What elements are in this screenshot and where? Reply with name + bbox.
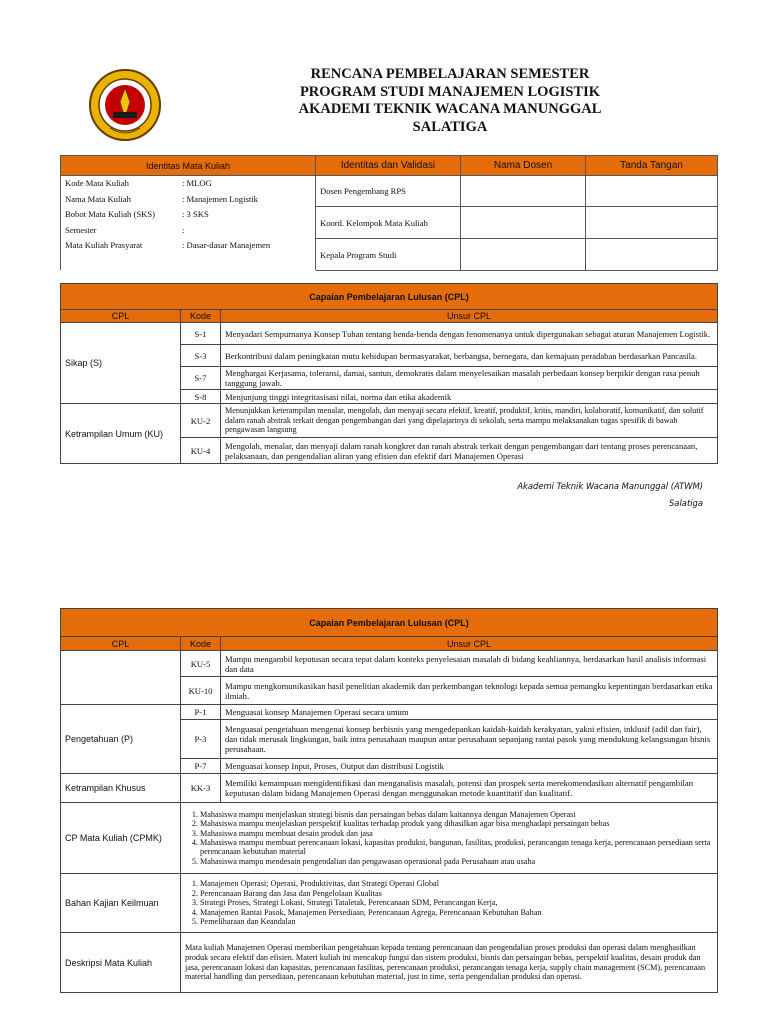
bahan-item: 4. Manajemen Rantai Pasok, Manajemen Persediaan, Perencanaan Agrega, Perencanaan Kebutuhan Bahan (200, 908, 713, 917)
bahan-list-cell (181, 874, 718, 933)
field-prasyarat (65, 238, 311, 254)
identitas-table (60, 155, 718, 271)
nama-dosen-cell (461, 239, 586, 271)
title-line: AKADEMI TEKNIK WACANA MANUNGGAL (298, 101, 602, 117)
deskripsi-label: Deskripsi Mata Kuliah (61, 933, 181, 993)
deskripsi-text: Mata kuliah Manajemen Operasi memberikan pengetahuan kepada tentang perencanaan dan pengendalian proses produksi dan operasi dalam menghasilkan produk secara efektif dan efisien. Materi kuliah ini mencakup fungsi dan sistem produksi, bisnis dan persaingan bebas, perspektif kualitas, desain produk dan jasa, perencanaan lokasi dan kapasitas, perencanaan fasilitas, perencanaan produksi, perancangan tenaga kerja, supply chain management (SCM), perencanaan material handling dan persediaan, perencanaan kebutuhan material, just in time, serta pengendalian produksi dan operasi. (181, 933, 718, 993)
tanda-tangan-cell (586, 176, 718, 207)
cpl-kode: P-3 (181, 720, 221, 759)
nama-dosen-cell (461, 207, 586, 239)
field-semester (65, 223, 311, 239)
cpl-kode: P-1 (181, 705, 221, 720)
group-ku-continued (61, 651, 181, 705)
validasi-kaprodi: Kepala Program Studi (316, 239, 461, 271)
tanda-tangan-cell (586, 239, 718, 271)
cpl-kode: S-7 (181, 367, 221, 390)
cpmk-list (185, 810, 713, 866)
cpl-kode: P-7 (181, 759, 221, 774)
institution-logo (88, 68, 162, 142)
validasi-koordinator: Koord. Kelompok Mata Kuliah (316, 207, 461, 239)
cpl-unsur: Menyadari Sempurnanya Konsep Tuhan tentang benda-benda dengan fenomenanya untuk dipergunakan sebagai aturan Manajemen Logistik. (221, 323, 718, 345)
cpmk-item: 3. Mahasiswa mampu membuat desain produk dan jasa (200, 829, 713, 838)
cpmk-item: 1. Mahasiswa mampu menjelaskan strategi bisnis dan persaingan bebas dalam kaitannya dengan Manajemen Operasi (200, 810, 713, 819)
cpl-unsur: Berkontribusi dalam peningkatan mutu kehidupan bermasyarakat, berbangsa, bernegara, dan kemajuan peradaban berdasarkan Pancasila. (221, 345, 718, 367)
seal-icon (88, 68, 162, 142)
cpl-title: Capaian Pembelajaran Lulusan (CPL) (61, 609, 718, 637)
col-unsur: Unsur CPL (221, 310, 718, 323)
cpl-unsur: Menguasai konsep Manajemen Operasi secara umum (221, 705, 718, 720)
group-ku: Ketrampilan Umum (KU) (61, 404, 181, 464)
bahan-list (185, 879, 713, 926)
field-value: : (182, 224, 185, 235)
field-value: : MLOG (182, 178, 212, 188)
group-pengetahuan: Pengetahuan (P) (61, 705, 181, 774)
field-key: Bobot Mata Kuliah (SKS) (65, 209, 155, 219)
field-value: : Dasar-dasar Manajemen (182, 240, 271, 250)
cpl-kode: S-8 (181, 390, 221, 404)
cpmk-item: 4. Mahasiswa mampu membuat perencanaan lokasi, kapasitas produksi, bangunan, fasilitas, produksi, perancangan tenaga kerja, perencanaan persediaan serta perencanaan kebutuhan material (200, 838, 713, 857)
bahan-item: 1. Manajemen Operasi; Operasi, Produktivitas, dan Strategi Operasi Global (200, 879, 713, 888)
title-line: RENCANA PEMBELAJARAN SEMESTER (310, 66, 590, 82)
col-unsur: Unsur CPL (221, 637, 718, 651)
field-key: Semester (65, 224, 97, 235)
cpl-kode: KU-10 (181, 677, 221, 705)
identitas-validasi-header: Identitas dan Validasi (316, 156, 461, 176)
cpl-unsur: Menguasai pengetahuan mengenai konsep berbisnis yang mengedepankan kaidah-kaidah kerakyatan, yakni efisien, inklusif (adil dan fair), dan tidak merusak lingkungan, baik intra perusahaan maupun antar perusahaan sepanjang rantai pasok yang mendukung kelangsungan bisnis perusahaan. (221, 720, 718, 759)
col-cpl: CPL (61, 637, 181, 651)
group-kk: Ketrampilan Khusus (61, 774, 181, 803)
identitas-mk-header: Identitas Mata Kuliah (61, 156, 316, 176)
cpl-unsur: Mengolah, menalar, dan menyaji dalam ranah kongkret dan ranah abstrak terkait dengan pengembangan dari tentang proses perencanaan, pelaksanaan, dan pengendalian aliran yang efisien dan efektif dari Manajemen Operasi (221, 438, 718, 464)
bahan-item: 3. Strategi Proses, Strategi Lokasi, Strategi Tataletak, Perencanaan SDM, Perancangan Kerja, (200, 898, 713, 907)
cpl-unsur: Mampu mengkomunikasikan hasil penelitian akademik dan perkembangan teknologi kepada semua pemangku kepentingan berdasarkan etika ilmiah. (221, 677, 718, 705)
field-value: : 3 SKS (182, 209, 209, 219)
tanda-tangan-header: Tanda Tangan (586, 156, 718, 176)
cpmk-item: 2. Mahasiswa mampu menjelaskan perspektif kualitas terhadap produk yang dihasilkan agar bisa menghadapi persaingan bebas (200, 819, 713, 828)
nama-dosen-header: Nama Dosen (461, 156, 586, 176)
bahan-item: 5. Pemeliharaan dan Keandalan (200, 917, 713, 926)
cpl-unsur: Menghargai Kerjasama, toleransi, damai, santun, demokratis dalam menyelesaikan masalah perbedaan konsep berpikir dengan rasa penuh tanggung jawab. (221, 367, 718, 390)
cpmk-list-cell (181, 803, 718, 874)
cpl-unsur: Menunjukkan keterampilan menalar, mengolah, dan menyaji secara efektif, kreatif, produktif, kritis, mandiri, kolaboratif, komunikatif, dan solutif dalam ranah abstrak terkait dengan pengembangan dari yang dipelajarinya di sekolah, serta mampu melaksanakan tugas spesifik di bawah pengawasan langsung (221, 404, 718, 438)
cpl-title: Capaian Pembelajaran Lulusan (CPL) (61, 284, 718, 310)
validasi-dosen-pengembang: Dosen Pengembang RPS (316, 176, 461, 207)
cpl-kode: KU-2 (181, 404, 221, 438)
signature-institution: Akademi Teknik Wacana Manunggal (ATWM) (517, 481, 703, 491)
cpl-unsur: Menjunjung tinggi integritasisasi nilai, norma dan etika akademik (221, 390, 718, 404)
cpl-kode: KU-5 (181, 651, 221, 677)
title-line: SALATIGA (412, 118, 488, 135)
field-value: : Manajemen Logistik (182, 193, 258, 204)
bahan-kajian-label: Bahan Kajian Keilmuan (61, 874, 181, 933)
bahan-item: 2. Perencanaan Barang dan Jasa dan Pengelolaan Kualitas (200, 889, 713, 898)
cpl-kode: KK-3 (181, 774, 221, 803)
cpmk-item: 5. Mahasiswa mampu mendesain pengendalian dan pengawasan operasional pada Perusahaan atau usaha (200, 857, 713, 866)
cpl-kode: S-3 (181, 345, 221, 367)
cpl-kode: KU-4 (181, 438, 221, 464)
field-key: Mata Kuliah Prasyarat (65, 240, 143, 250)
field-key: Kode Mata Kuliah (65, 178, 129, 188)
cpl-unsur: Menguasai konsep Input, Proses, Output dan distribusi Logistik (221, 759, 718, 774)
field-kode-mk (65, 176, 311, 192)
cpl-unsur: Mampu mengambil keputusan secara tepat dalam konteks penyelesaian masalah di bidang keahliannya, berdasarkan hasil analisis informasi dan data (221, 651, 718, 677)
cpmk-label: CP Mata Kuliah (CPMK) (61, 803, 181, 874)
group-sikap: Sikap (S) (61, 323, 181, 404)
cpl-kode: S-1 (181, 323, 221, 345)
cpl-unsur: Memiliki kemampuan mengidentifikasi dan menganalisis masalah, potensi dan prospek serta merekomendasikan alternatif pengambilan keputusan dalam bidang Manajemen Operasi dengan menggunakan metode kuantitatif dan kualitatif. (221, 774, 718, 803)
col-kode: Kode (181, 637, 221, 651)
title-line: PROGRAM STUDI MANAJEMEN LOGISTIK (299, 83, 601, 100)
field-nama-mk (65, 192, 311, 208)
col-cpl: CPL (61, 310, 181, 323)
field-bobot (65, 207, 311, 223)
field-key: Nama Mata Kuliah (65, 193, 131, 204)
identitas-fields (61, 176, 316, 271)
signature-city: Salatiga (669, 498, 703, 508)
document-title (250, 66, 650, 136)
cpl-table-2 (60, 608, 718, 993)
nama-dosen-cell (461, 176, 586, 207)
tanda-tangan-cell (586, 207, 718, 239)
col-kode: Kode (181, 310, 221, 323)
cpl-table-1 (60, 283, 718, 464)
